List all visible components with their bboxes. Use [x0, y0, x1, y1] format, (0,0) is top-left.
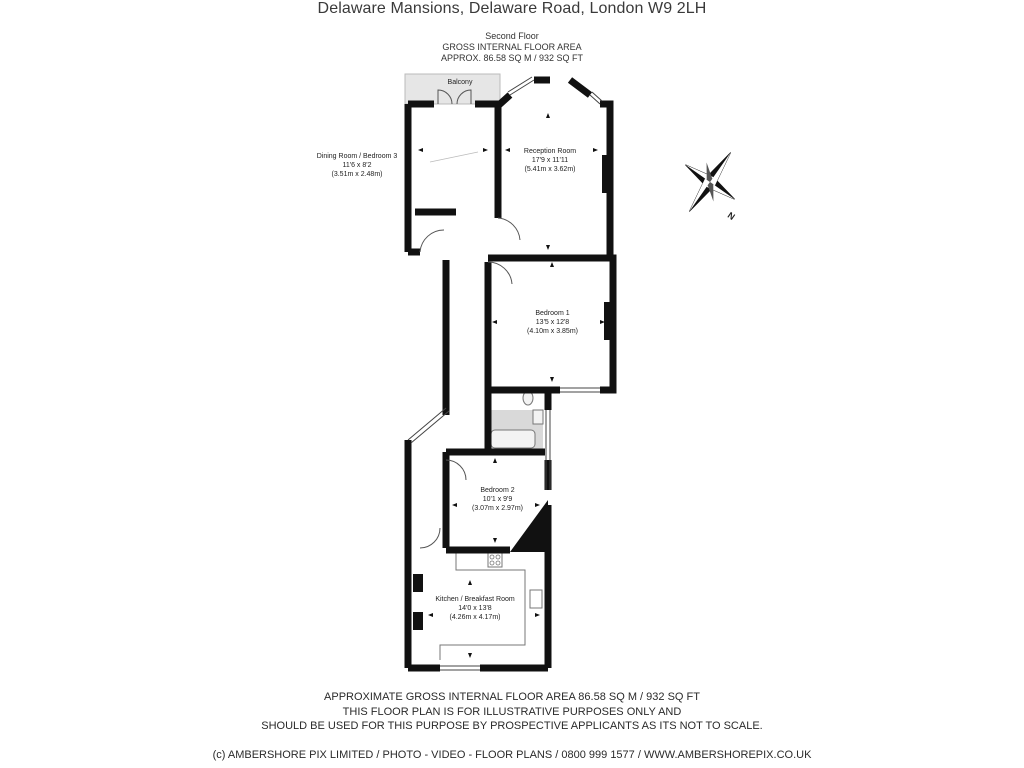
compass-icon [665, 135, 755, 228]
door-corridor [420, 230, 444, 252]
door-bedroom1 [488, 262, 512, 284]
property-address: Delaware Mansions, Delaware Road, London W9 2LH [317, 0, 707, 17]
reception-room-name: Reception Room [523, 148, 577, 155]
pillar-kitchen [413, 574, 423, 592]
disclaimer-line-1: APPROXIMATE GROSS INTERNAL FLOOR AREA 86.58 SQ M / 932 SQ FT [324, 691, 700, 703]
door-reception [498, 218, 520, 240]
compass-north-label: N [725, 210, 737, 222]
kitchen-imperial: 14'0 x 13'8 [458, 605, 492, 612]
bedroom1-metric: (4.10m x 3.85m) [527, 328, 578, 335]
hob [488, 553, 502, 567]
disclaimer-line-2: THIS FLOOR PLAN IS FOR ILLUSTRATIVE PURPOSES ONLY AND [342, 705, 682, 718]
kitchen-label [425, 595, 525, 622]
window-bay-left [508, 77, 534, 95]
bedroom2-imperial: 10'1 x 9'9 [482, 496, 513, 503]
area-value: APPROX. 86.58 SQ M / 932 SQ FT [440, 53, 584, 63]
bedroom1-label [505, 309, 600, 336]
basin [533, 410, 543, 424]
area-title: GROSS INTERNAL FLOOR AREA [442, 42, 582, 52]
dining-room-metric: (3.51m x 2.48m) [331, 171, 383, 178]
bedroom1-imperial: 13'5 x 12'8 [535, 319, 570, 326]
bedroom1-name: Bedroom 1 [535, 310, 570, 317]
reception-room-metric: (5.41m x 3.62m) [524, 166, 576, 173]
reception-room-label [505, 147, 595, 174]
window-bedroom1 [560, 388, 600, 392]
disclaimer [0, 690, 1024, 734]
bedroom2-name: Bedroom 2 [480, 487, 515, 494]
fireplace-bedroom1 [604, 302, 613, 340]
dining-room-imperial: 11'6 x 8'2 [342, 162, 372, 169]
window-kitchen-south [440, 666, 480, 670]
disclaimer-line-3: SHOULD BE USED FOR THIS PURPOSE BY PROSPECTIVE APPLICANTS AS ITS NOT TO SCALE. [261, 720, 763, 732]
kitchen-name: Kitchen / Breakfast Room [435, 596, 515, 603]
bedroom2-metric: (3.07m x 2.97m) [472, 505, 523, 512]
dining-room-name: Dining Room / Bedroom 3 [316, 153, 398, 160]
floor-name: Second Floor [485, 31, 539, 41]
fireplace-reception [602, 155, 610, 193]
reception-room-imperial: 17'9 x 11'11 [531, 157, 569, 164]
credit-line: (c) AMBERSHORE PIX LIMITED / PHOTO - VIDEO - FLOOR PLANS / 0800 999 1577 / WWW.AMBERSHOREPIX.CO.UK [212, 749, 812, 761]
door-kitchen [420, 528, 440, 548]
dining-room-label [298, 152, 416, 179]
wall-bay [534, 80, 590, 95]
bathtub [491, 430, 535, 448]
kitchen-metric: (4.26m x 4.17m) [449, 614, 501, 621]
balcony-label: Balcony [447, 79, 473, 86]
sink [530, 590, 542, 608]
window-bath [546, 410, 550, 460]
bedroom2-label [450, 486, 545, 513]
pillar-kitchen-2 [413, 612, 423, 630]
